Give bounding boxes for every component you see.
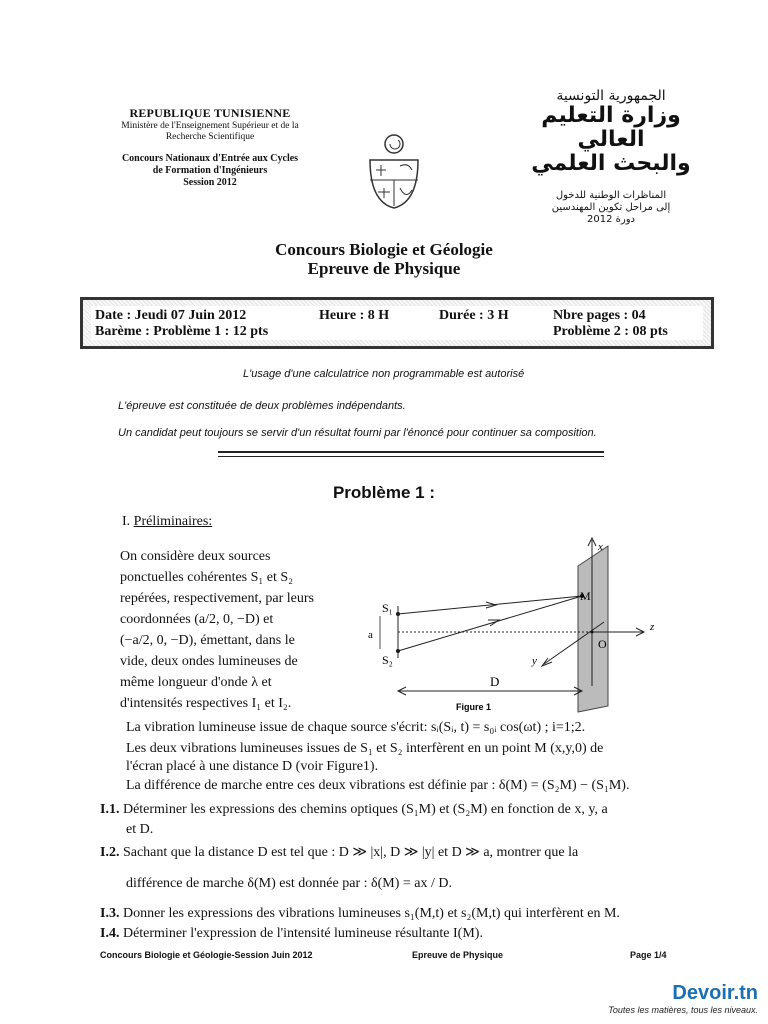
question-number: I.1. [100,802,120,817]
label-M: M [580,589,591,603]
instruction-two-problems: L'épreuve est constituée de deux problèmes indépendants. [118,400,406,412]
arabic-session: دورة 2012 [587,214,635,225]
interference-text-2: l'écran placé à une distance D (voir Figure1). [126,759,379,774]
instruction-use-results: Un candidat peut toujours se servir d'un résultat fourni par l'énoncé pour continuer sa composition. [118,427,597,439]
interference-text-1: Les deux vibrations lumineuses issues de S₁ et S₂ interfèrent en un point M (x,y,0) de [126,741,604,756]
question-3 [100,905,620,923]
label-S2: S₂ [382,653,393,667]
header-right [526,88,696,226]
footer-left: Concours Biologie et Géologie-Session Juin 2012 [100,950,313,960]
question-text: Déterminer les expressions des chemins optiques (S₁M) et (S₂M) en fonction de x, y, a [122,802,608,817]
devoir-brand [608,982,758,1015]
contest-line1: Concours Nationaux d'Entrée aux Cycles [121,153,299,164]
label-O: O [598,637,607,651]
session-label: Session 2012 [183,177,237,188]
arabic-republic: الجمهورية التونسية [556,88,666,104]
intro-line: (−a/2, 0, −D), émettant, dans le [120,633,295,648]
info-heure: Heure : 8 H [319,308,390,323]
coat-of-arms-icon [362,130,426,210]
arabic-ministry-1: وزارة التعليم العالي [541,103,681,152]
intro-line: On considère deux sources [120,549,271,564]
info-probleme2: Problème 2 : 08 pts [553,324,668,339]
question-2 [100,844,578,862]
arabic-contest-2: إلى مراحل تكوين المهندسين [551,202,671,213]
info-pages: Nbre pages : 04 [553,308,646,323]
exam-title-line1: Concours Biologie et Géologie [275,240,493,259]
question-number: I.4. [100,926,120,941]
instruction-calculator: L'usage d'une calculatrice non programmable est autorisé [243,368,525,380]
question-number: I.2. [100,845,120,860]
question-2-cont: différence de marche δ(M) est donnée par : δ(M) = ax / D. [126,876,452,891]
label-D: D [490,674,500,689]
vibration-text: La vibration lumineuse issue de chaque source s'écrit: sᵢ(Sᵢ, t) = s₀ᵢ cos(ωt) ; i=1;2. [126,720,586,735]
label-x: x [598,541,603,553]
intro-line: coordonnées (a/2, 0, −D) et [120,612,274,627]
info-duree: Durée : 3 H [439,308,509,323]
label-z: z [650,621,655,633]
intro-line: repérées, respectivement, par leurs [120,591,314,606]
section-heading [122,514,212,530]
label-a: a [368,629,373,641]
info-bareme: Barème : Problème 1 : 12 pts [95,324,269,339]
intro-paragraph [120,546,352,714]
section-number: I. [122,514,134,529]
arabic-ministry-2: والبحث العلمي [531,151,691,176]
question-4 [100,925,483,943]
brand-logo: Devoir.tn [672,982,758,1004]
footer-right: Page 1/4 [630,950,667,960]
divider [218,451,604,457]
screen-plane [578,546,608,712]
contest-line2: de Formation d'Ingénieurs [152,165,268,176]
exam-title [0,240,768,278]
problem-title: Problème 1 : [332,483,436,502]
ministry-line2: Recherche Scientifique [165,132,255,142]
intro-line: ponctuelles cohérentes S₁ et S₂ [120,570,294,585]
question-1 [100,801,608,819]
question-text: Déterminer l'expression de l'intensité lumineuse résultante I(M). [122,926,483,941]
brand-tagline: Toutes les matières, tous les niveaux. [608,1005,758,1015]
arabic-contest-1: المناظرات الوطنية للدخول [555,190,667,201]
intro-line: vide, deux ondes lumineuses de [120,654,298,669]
intro-line: d'intensités respectives I₁ et I₂. [120,696,292,711]
label-S1: S₁ [382,601,393,615]
ministry-line1: Ministère de l'Enseignement Supérieur et de la [121,121,299,131]
exam-title-line2: Epreuve de Physique [307,259,461,278]
question-text: Sachant que la distance D est tel que : D ≫ |x|, D ≫ |y| et D ≫ a, montrer que la [122,845,579,860]
figure-1 [366,536,676,716]
intro-line: même longueur d'onde λ et [120,675,272,690]
section-title: Préliminaires: [133,514,213,529]
path-difference-text: La différence de marche entre ces deux vibrations est définie par : δ(M) = (S₂M) − (S₁M). [126,778,630,793]
republic-label: REPUBLIQUE TUNISIENNE [129,106,291,120]
footer-center: Epreuve de Physique [412,950,504,960]
exam-info-box [80,297,714,349]
question-text: Donner les expressions des vibrations lumineuses s₁(M,t) et s₂(M,t) qui interfèrent en M. [122,906,620,921]
info-date: Date : Jeudi 07 Juin 2012 [95,308,247,323]
header-left [80,106,340,189]
label-y: y [532,655,537,667]
question-1-cont: et D. [126,822,154,837]
question-number: I.3. [100,906,120,921]
figure-caption: Figure 1 [456,702,492,712]
